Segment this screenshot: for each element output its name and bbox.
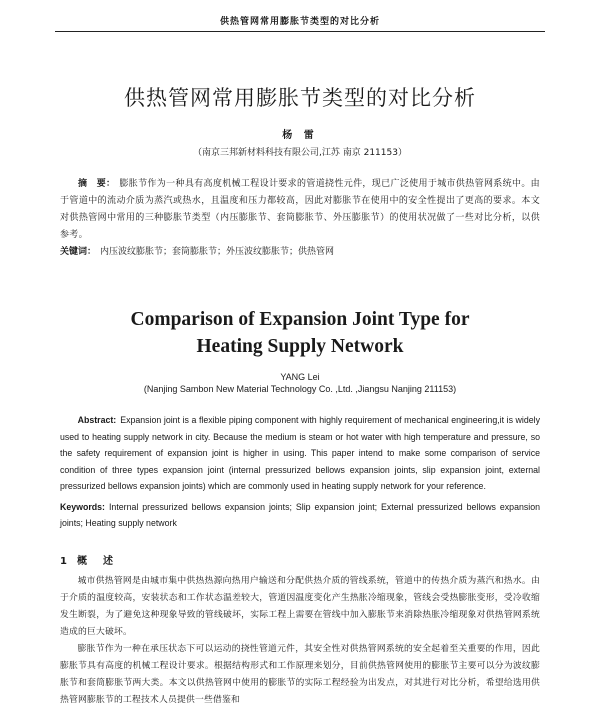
chinese-keywords-label: 关键词： — [60, 247, 97, 257]
chinese-keywords-text: 内压波纹膨胀节；套筒膨胀节；外压波纹膨胀节；供热管网 — [100, 247, 335, 257]
english-affiliation: (Nanjing Sambon New Material Technology Co. ,Ltd. ,Jiangsu Nanjing 211153) — [143, 384, 457, 394]
english-abstract-label: Abstract: — [77, 415, 117, 425]
english-keywords-text: Internal pressurized bellows expansion joints; Slip expansion joint; External pressurized bellows expansion joints; Heating supply network — [60, 501, 540, 528]
chinese-affiliation: （南京三邦新材料科技有限公司,江苏 南京 211153） — [193, 148, 407, 158]
section-1-heading — [60, 552, 540, 567]
english-keywords-label: Keywords: — [60, 501, 105, 512]
section-1-paragraph-2: 膨胀节作为一种在承压状态下可以运动的挠性管道元件，其安全性对供热管网系统的安全起着至关重要的作用，因此膨胀节具有高度的机械工程设计要求。根据结构形式和工作原理来划分，目前供热管网使用的膨胀节主要可以分为波纹膨胀节和套筒膨胀节两大类。本文以供热管网中使用的膨胀节的实际工程经验为出发点，对其进行对比分析，希望给选用供热管网膨胀节的工程技术人员提供一些借鉴和 — [60, 643, 540, 705]
chinese-author: 杨 雷 — [282, 130, 318, 141]
running-header: 供热管网常用膨胀节类型的对比分析 — [55, 14, 545, 32]
chinese-abstract-text: 膨胀节作为一种具有高度机械工程设计要求的管道挠性元件，现已广泛使用于城市供热管网系统中。由于管道中的流动介质为蒸汽或热水，且温度和压力都较高，因此对膨胀节在使用中的安全性提出了更高的要求。本文对供热管网中常用的三种膨胀节类型（内压膨胀节、套筒膨胀节、外压膨胀节）的使用状况做了一些对比分析，以供参考。 — [60, 179, 540, 240]
english-keywords — [60, 499, 540, 532]
chinese-abstract — [60, 176, 540, 244]
section-1-paragraph-1: 城市供热管网是由城市集中供热热源向热用户输送和分配供热介质的管线系统，管道中的传热介质为蒸汽和热水。由于介质的温度较高，安装状态和工作状态温差较大，管道因温度变化产生热胀冷缩现象，管线会受热膨胀变形，受冷收缩发生断裂，为了避免这种现象导致的管线破坏，实际工程上需要在管线中加入膨胀节来消除热胀冷缩现象对供热管网系统造成的巨大破坏。 — [60, 575, 540, 637]
chinese-keywords — [60, 244, 540, 261]
section-1-number: 1 — [60, 555, 67, 567]
english-title — [60, 306, 540, 360]
chinese-title: 供热管网常用膨胀节类型的对比分析 — [124, 86, 476, 110]
english-title-line2: Heating Supply Network — [196, 336, 404, 357]
english-abstract — [60, 412, 540, 495]
section-1-title: 概 述 — [76, 555, 116, 567]
english-author: YANG Lei — [280, 372, 320, 382]
english-abstract-text: Expansion joint is a flexible piping component with highly requirement of mechanical engineering,it is widely used to heating supply network in city. Because the medium is steam or hot water with high temperature and pressure, so the safety requirement of expansion joint is higher in using. This paper intend to make some comparison of service condition of three types expansion joint (internal pressurized bellows expansion joints, slip expansion joint, external pressurized bellows expansion joints) which are commonly used in heating supply network for your reference. — [60, 415, 540, 491]
english-title-line1: Comparison of Expansion Joint Type for — [130, 309, 470, 330]
chinese-abstract-label: 摘 要： — [78, 179, 116, 189]
